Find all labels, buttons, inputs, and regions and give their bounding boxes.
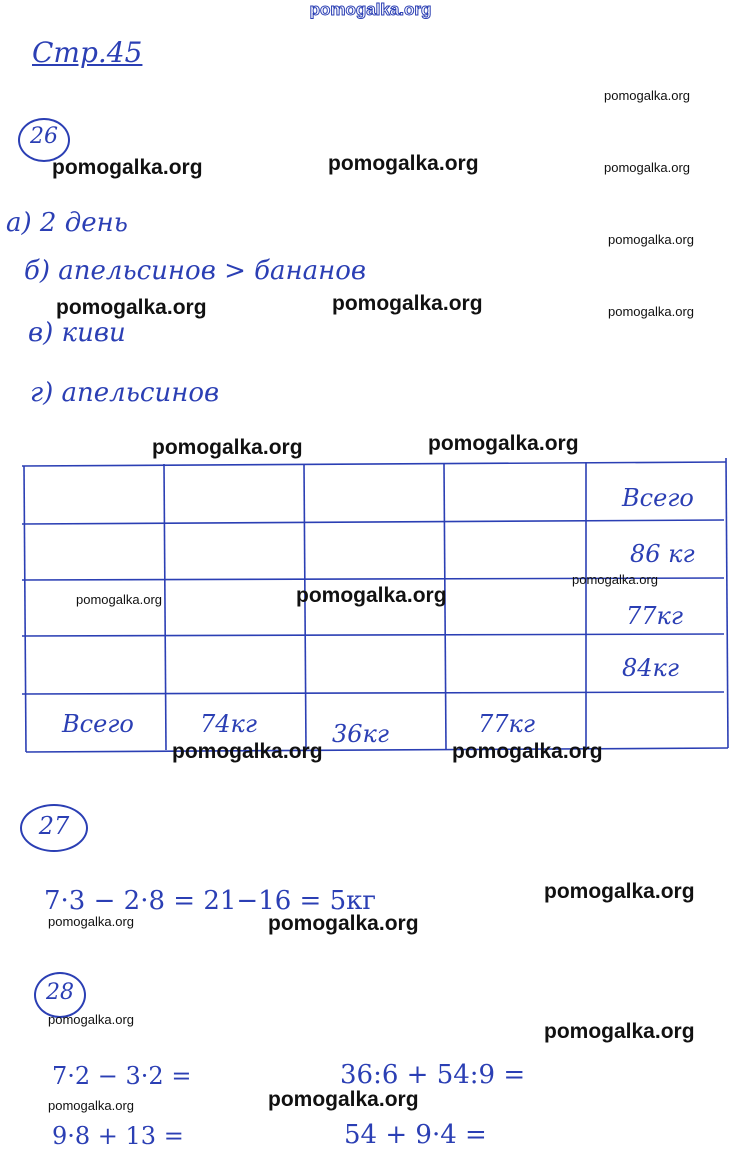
- exercise-28-line2-right: 54 + 9·4 =: [344, 1120, 487, 1150]
- table-bottom-label: Всего: [62, 710, 134, 738]
- page-reference: Стр.45: [32, 36, 143, 69]
- exercise-26-number: 26: [18, 118, 70, 162]
- watermark: pomogalka.org: [604, 160, 690, 175]
- exercise-28-number: 28: [34, 972, 86, 1018]
- watermark: pomogalka.org: [268, 912, 419, 935]
- watermark: pomogalka.org: [604, 88, 690, 103]
- answer-g: г) апельсинов: [30, 378, 220, 408]
- watermark: pomogalka.org: [172, 740, 323, 763]
- watermark: pomogalka.org: [76, 592, 162, 607]
- watermark: pomogalka.org: [52, 156, 203, 179]
- table-right-value-1: 86 кг: [630, 540, 695, 568]
- watermark: pomogalka.org: [152, 436, 303, 459]
- watermark: pomogalka.org: [332, 292, 483, 315]
- watermark: pomogalka.org: [608, 304, 694, 319]
- watermark: pomogalka.org: [452, 740, 603, 763]
- exercise-27-number: 27: [20, 804, 88, 852]
- table-bottom-value-3: 77кг: [478, 710, 535, 738]
- watermark: pomogalka.org: [608, 232, 694, 247]
- answer-v: в) киви: [28, 318, 126, 348]
- table-right-value-3: 84кг: [622, 654, 679, 682]
- watermark: pomogalka.org: [544, 1020, 695, 1043]
- watermark: pomogalka.org: [56, 296, 207, 319]
- table-right-value-2: 77кг: [626, 602, 683, 630]
- watermark: pomogalka.org: [428, 432, 579, 455]
- table-bottom-value-1: 74кг: [200, 710, 257, 738]
- answer-b: б) апельсинов > бананов: [24, 256, 367, 286]
- watermark: pomogalka.org: [572, 572, 658, 587]
- answer-a: а) 2 день: [6, 208, 128, 238]
- table-right-header: Всего: [622, 484, 694, 512]
- table-bottom-value-2: 36кг: [332, 720, 389, 748]
- watermark: pomogalka.org: [48, 914, 134, 929]
- watermark: pomogalka.org: [48, 1012, 134, 1027]
- watermark: pomogalka.org: [268, 1088, 419, 1111]
- site-logo[interactable]: pomogalka.org: [309, 0, 432, 19]
- watermark: pomogalka.org: [544, 880, 695, 903]
- exercise-28-line2-left: 9·8 + 13 =: [52, 1122, 184, 1150]
- exercise-28-line1-right: 36:6 + 54:9 =: [340, 1060, 526, 1090]
- watermark: pomogalka.org: [48, 1098, 134, 1113]
- exercise-28-line1-left: 7·2 − 3·2 =: [52, 1062, 192, 1090]
- exercise-27-expression: 7·3 − 2·8 = 21−16 = 5кг: [44, 886, 377, 916]
- watermark: pomogalka.org: [296, 584, 447, 607]
- watermark: pomogalka.org: [328, 152, 479, 175]
